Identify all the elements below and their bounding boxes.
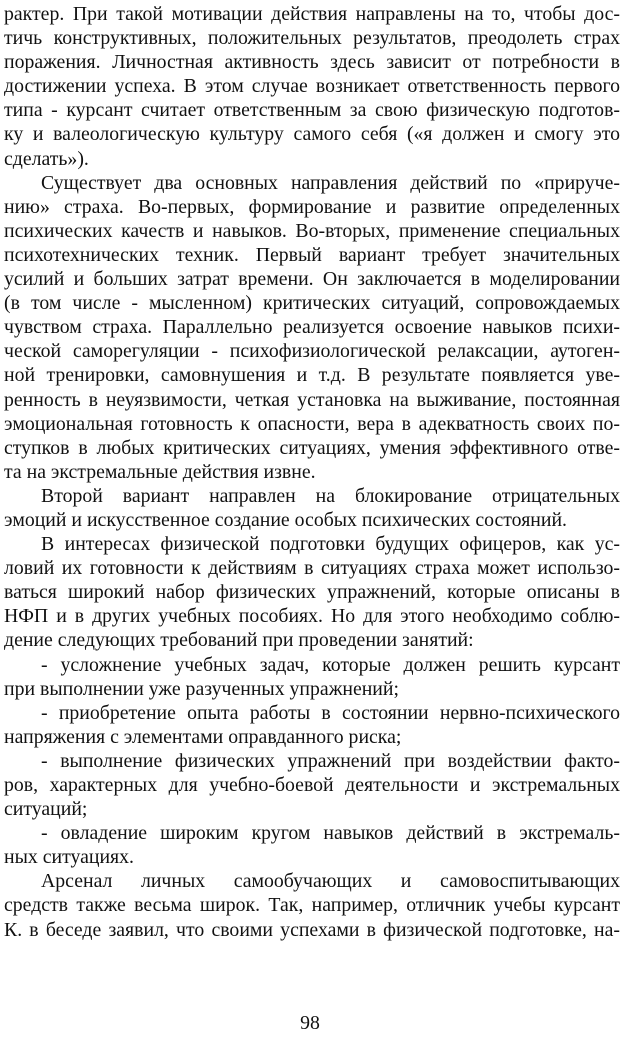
text-line: тичь конструктивных, положительных результатов, преодолеть страх (4, 27, 620, 50)
text-line: психических качеств и навыков. Во-вторых, применение специальных (4, 219, 620, 242)
text-line: рактер. При такой мотивации действия направлены на то, чтобы дос- (4, 3, 620, 25)
text-line: ситуаций; (4, 798, 88, 821)
text-line: при выполнении уже разученных упражнений; (4, 677, 399, 700)
text-line: нию» страха. Во-первых, формирование и развитие определенных (4, 195, 620, 218)
text-line: достижении успеха. В этом случае возникает ответственность первого (4, 75, 620, 98)
text-line: ров, характерных для учебно-боевой деятельности и экстремальных (4, 774, 620, 796)
text-line: типа - курсант считает ответственным за свою физическую подготов- (4, 99, 620, 122)
list-item-first-line: - выполнение физических упражнений при воздействии факто- (41, 749, 620, 772)
list-item-first-line: - овладение широким кругом навыков действий в экстремаль- (41, 822, 620, 845)
text-line: средств также весьма широк. Так, например, отличник учебы курсант (4, 894, 620, 917)
text-line: эмоций и искусственное создание особых психических состояний. (4, 508, 568, 531)
paragraph-first-line: В интересах физической подготовки будущих офицеров, как ус- (41, 533, 620, 556)
body-text (4, 2, 620, 942)
text-line: эмоциональная готовность к опасности, вера в адекватность своих по- (4, 412, 620, 435)
text-line: ренность в неуязвимости, четкая установка на выживание, постоянная (4, 388, 620, 411)
text-line: дение следующих требований при проведении занятий: (4, 629, 474, 652)
text-line: К. в беседе заявил, что своими успехами в физической подготовке, на- (4, 918, 620, 941)
text-line: усилий и больших затрат времени. Он заключается в моделировании (4, 268, 620, 291)
text-line: психотехнических техник. Первый вариант требует значительных (4, 243, 620, 266)
text-line: напряжения с элементами оправданного риска; (4, 725, 402, 748)
text-line: чувством страха. Параллельно реализуется освоение навыков психи- (4, 316, 620, 339)
text-line: ку и валеологическую культуру самого себя («я должен и смогу это (4, 123, 620, 146)
text-line: та на экстремальные действия извне. (4, 460, 316, 483)
text-line: ловий их готовности к действиям в ситуациях страха может использо- (4, 557, 620, 580)
paragraph-first-line: Арсенал личных самообучающих и самовоспитывающих (41, 870, 620, 893)
text-line: сделать»). (4, 147, 89, 170)
text-line: ной тренировки, самовнушения и т.д. В результате появляется уве- (4, 364, 620, 387)
paragraph-first-line: Второй вариант направлен на блокирование отрицательных (41, 484, 620, 507)
page-number: 98 (300, 1012, 320, 1034)
paragraph-first-line: Существует два основных направления действий по «прируче- (41, 171, 620, 194)
text-line: ческой саморегуляции - психофизиологической релаксации, аутоген- (4, 340, 620, 363)
text-line: поражения. Личностная активность здесь зависит от потребности в (4, 51, 620, 74)
text-line: ступков в любых критических ситуациях, умения эффективного отве- (4, 436, 620, 459)
text-line: НФП и в других учебных пособиях. Но для этого необходимо соблю- (4, 605, 620, 628)
text-line: (в том числе - мысленном) критических ситуаций, сопровождаемых (4, 292, 620, 315)
list-item-first-line: - приобретение опыта работы в состоянии нервно-психического (41, 701, 620, 724)
list-item-first-line: - усложнение учебных задач, которые должен решить курсант (41, 653, 620, 676)
text-line: ных ситуациях. (4, 846, 134, 869)
text-line: ваться широкий набор физических упражнений, которые описаны в (4, 581, 620, 604)
